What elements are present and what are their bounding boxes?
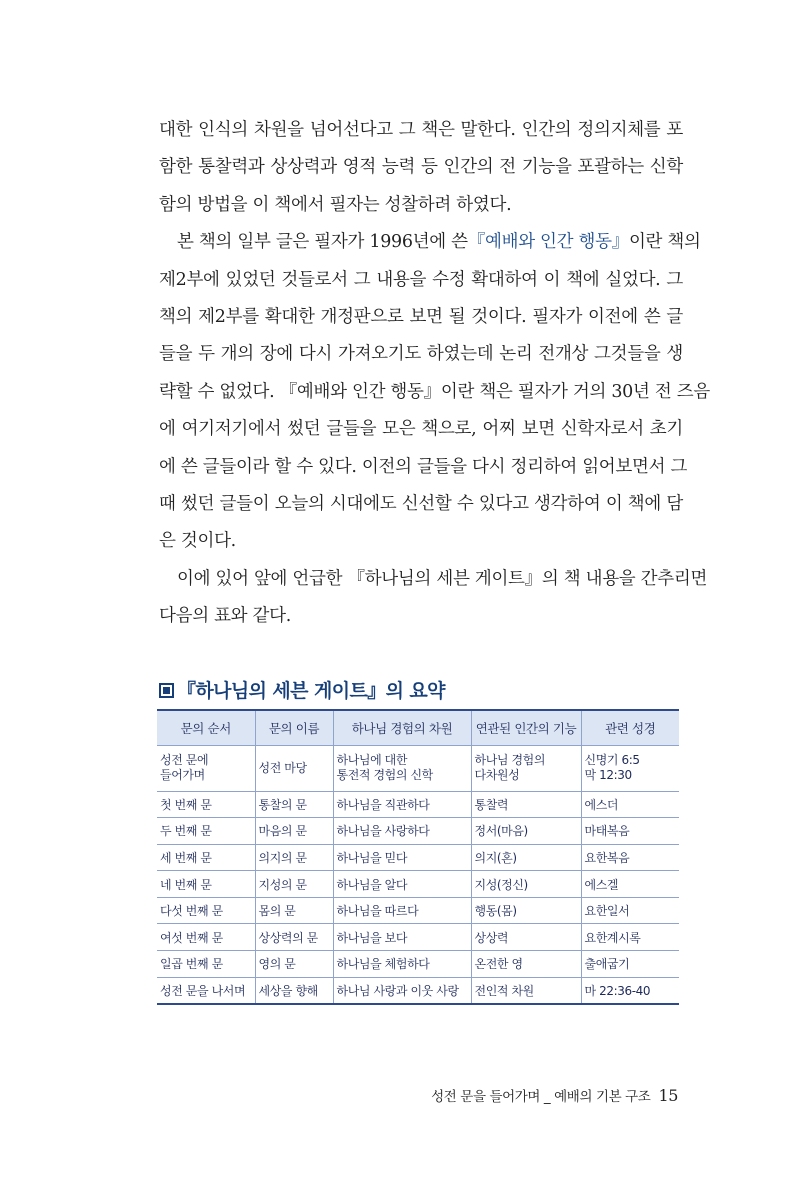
table-cell: 요한일서 xyxy=(581,897,679,924)
table-cell: 지성의 문 xyxy=(255,871,333,898)
table-row xyxy=(157,977,679,1004)
text-line: 다음의 표와 같다. xyxy=(159,606,292,627)
cell-line: 성전 문에 xyxy=(160,753,209,767)
table-row xyxy=(157,745,679,791)
table-cell: 네 번째 문 xyxy=(157,871,255,898)
table-cell: 지성(정신) xyxy=(471,871,581,898)
text-line: 대한 인식의 차원을 넘어선다고 그 책은 말한다. 인간의 정의지체를 포 xyxy=(159,120,683,140)
table-cell: 하나님을 직관하다 xyxy=(333,791,471,818)
table-cell: 성전 마당 xyxy=(255,745,333,791)
table-cell: 정서(마음) xyxy=(471,818,581,845)
table-row xyxy=(157,818,679,845)
cell-line: 막 12:30 xyxy=(584,768,632,782)
paragraph-2 xyxy=(159,224,710,561)
square-bullet-icon xyxy=(159,683,174,698)
table-cell: 세상을 향해 xyxy=(255,977,333,1004)
table-row xyxy=(157,924,679,951)
text-line: 책의 제2부를 확대한 개정판으로 보면 될 것이다. 필자가 이전에 쓴 글 xyxy=(159,307,683,328)
table-title xyxy=(159,676,445,703)
table-cell: 영의 문 xyxy=(255,951,333,978)
table-cell: 두 번째 문 xyxy=(157,818,255,845)
table-cell: 하나님을 보다 xyxy=(333,924,471,951)
body-text xyxy=(159,112,710,636)
table-cell: 하나님을 알다 xyxy=(333,871,471,898)
table-cell: 통찰의 문 xyxy=(255,791,333,818)
table-cell: 요한계시록 xyxy=(581,924,679,951)
table-cell: 다섯 번째 문 xyxy=(157,897,255,924)
text-line: 함한 통찰력과 상상력과 영적 능력 등 인간의 전 기능을 포괄하는 신학 xyxy=(159,157,683,178)
table-title-text: 『하나님의 세븐 게이트』의 요약 xyxy=(177,680,445,702)
table-row xyxy=(157,871,679,898)
cell-line: 들어가며 xyxy=(160,768,205,782)
table-cell: 여섯 번째 문 xyxy=(157,924,255,951)
text-line: 은 것이다. xyxy=(159,531,236,552)
text-line: 에 쓴 글들이라 할 수 있다. 이전의 글들을 다시 정리하여 읽어보면서 그 xyxy=(159,456,688,477)
table-cell: 행동(몸) xyxy=(471,897,581,924)
page-number: 15 xyxy=(658,1086,678,1105)
table-row xyxy=(157,844,679,871)
table-cell: 마태복음 xyxy=(581,818,679,845)
table-cell: 마 22:36-40 xyxy=(584,983,651,998)
table-cell: 의지의 문 xyxy=(255,844,333,871)
table-cell: 하나님을 믿다 xyxy=(333,844,471,871)
table-cell: 성전 문을 나서며 xyxy=(157,977,255,1004)
table-cell: 하나님 사랑과 이웃 사랑 xyxy=(333,977,471,1004)
text-line: 제2부에 있었던 것들로서 그 내용을 수정 확대하여 이 책에 실었다. 그 xyxy=(159,269,683,290)
table-row xyxy=(157,791,679,818)
cell-line: 다차원성 xyxy=(474,768,520,782)
column-header: 문의 순서 xyxy=(157,710,255,745)
table-header-row xyxy=(157,710,679,745)
table-cell: 의지(혼) xyxy=(471,844,581,871)
table-row xyxy=(157,951,679,978)
running-title: 성전 문을 들어가며 _ 예배의 기본 구조 xyxy=(431,1089,651,1105)
table-cell xyxy=(333,745,471,791)
book-title-highlight: 『예배와 인간 행동』 xyxy=(467,232,629,253)
table-cell: 상상력의 문 xyxy=(255,924,333,951)
table-cell: 마음의 문 xyxy=(255,818,333,845)
table-cell: 일곱 번째 문 xyxy=(157,951,255,978)
table-cell: 통찰력 xyxy=(471,791,581,818)
table-cell: 하나님을 체험하다 xyxy=(333,951,471,978)
table-cell xyxy=(581,745,679,791)
table-cell: 상상력 xyxy=(471,924,581,951)
table-cell: 전인적 차원 xyxy=(471,977,581,1004)
cell-line: 통전적 경험의 신학 xyxy=(336,768,433,782)
cell-line: 하나님에 대한 xyxy=(336,753,408,767)
paragraph-3 xyxy=(159,561,708,636)
text-segment: 본 책의 일부 글은 필자가 1996년에 쓴 xyxy=(177,232,468,253)
page-footer xyxy=(431,1085,678,1105)
table-cell: 요한복음 xyxy=(581,844,679,871)
text-line: 때 썼던 글들이 오늘의 시대에도 신선할 수 있다고 생각하여 이 책에 담 xyxy=(159,494,683,515)
paragraph-1 xyxy=(159,112,683,224)
text-line xyxy=(159,224,701,261)
table-cell: 몸의 문 xyxy=(255,897,333,924)
table-cell: 에스겔 xyxy=(581,871,679,898)
summary-table xyxy=(157,709,679,1005)
table-cell: 출애굽기 xyxy=(581,951,679,978)
text-line: 함의 방법을 이 책에서 필자는 성찰하려 하였다. xyxy=(159,194,512,215)
table-row xyxy=(157,897,679,924)
text-line: 에 여기저기에서 썼던 글들을 모은 책으로, 어찌 보면 신학자로서 초기 xyxy=(159,419,683,440)
cell-line: 신명기 6:5 xyxy=(584,753,640,767)
table-cell xyxy=(157,745,255,791)
text-line: 이에 있어 앞에 언급한 『하나님의 세븐 게이트』의 책 내용을 간추리면 xyxy=(177,568,708,589)
table-cell: 하나님을 사랑하다 xyxy=(333,818,471,845)
column-header: 하나님 경험의 차원 xyxy=(333,710,471,745)
table-cell: 에스더 xyxy=(581,791,679,818)
text-segment: 이란 책의 xyxy=(628,232,701,253)
column-header: 연관된 인간의 기능 xyxy=(471,710,581,745)
table-cell xyxy=(471,745,581,791)
column-header: 관련 성경 xyxy=(581,710,679,745)
table-cell: 온전한 영 xyxy=(471,951,581,978)
cell-line: 하나님 경험의 xyxy=(474,753,546,767)
text-line: 들을 두 개의 장에 다시 가져오기도 하였는데 논리 전개상 그것들을 생 xyxy=(159,344,683,365)
text-line: 략할 수 없었다. 『예배와 인간 행동』이란 책은 필자가 거의 30년 전 즈음 xyxy=(159,381,710,402)
table-cell: 하나님을 따르다 xyxy=(333,897,471,924)
column-header: 문의 이름 xyxy=(255,710,333,745)
table-cell: 세 번째 문 xyxy=(157,844,255,871)
table-cell: 첫 번째 문 xyxy=(157,791,255,818)
